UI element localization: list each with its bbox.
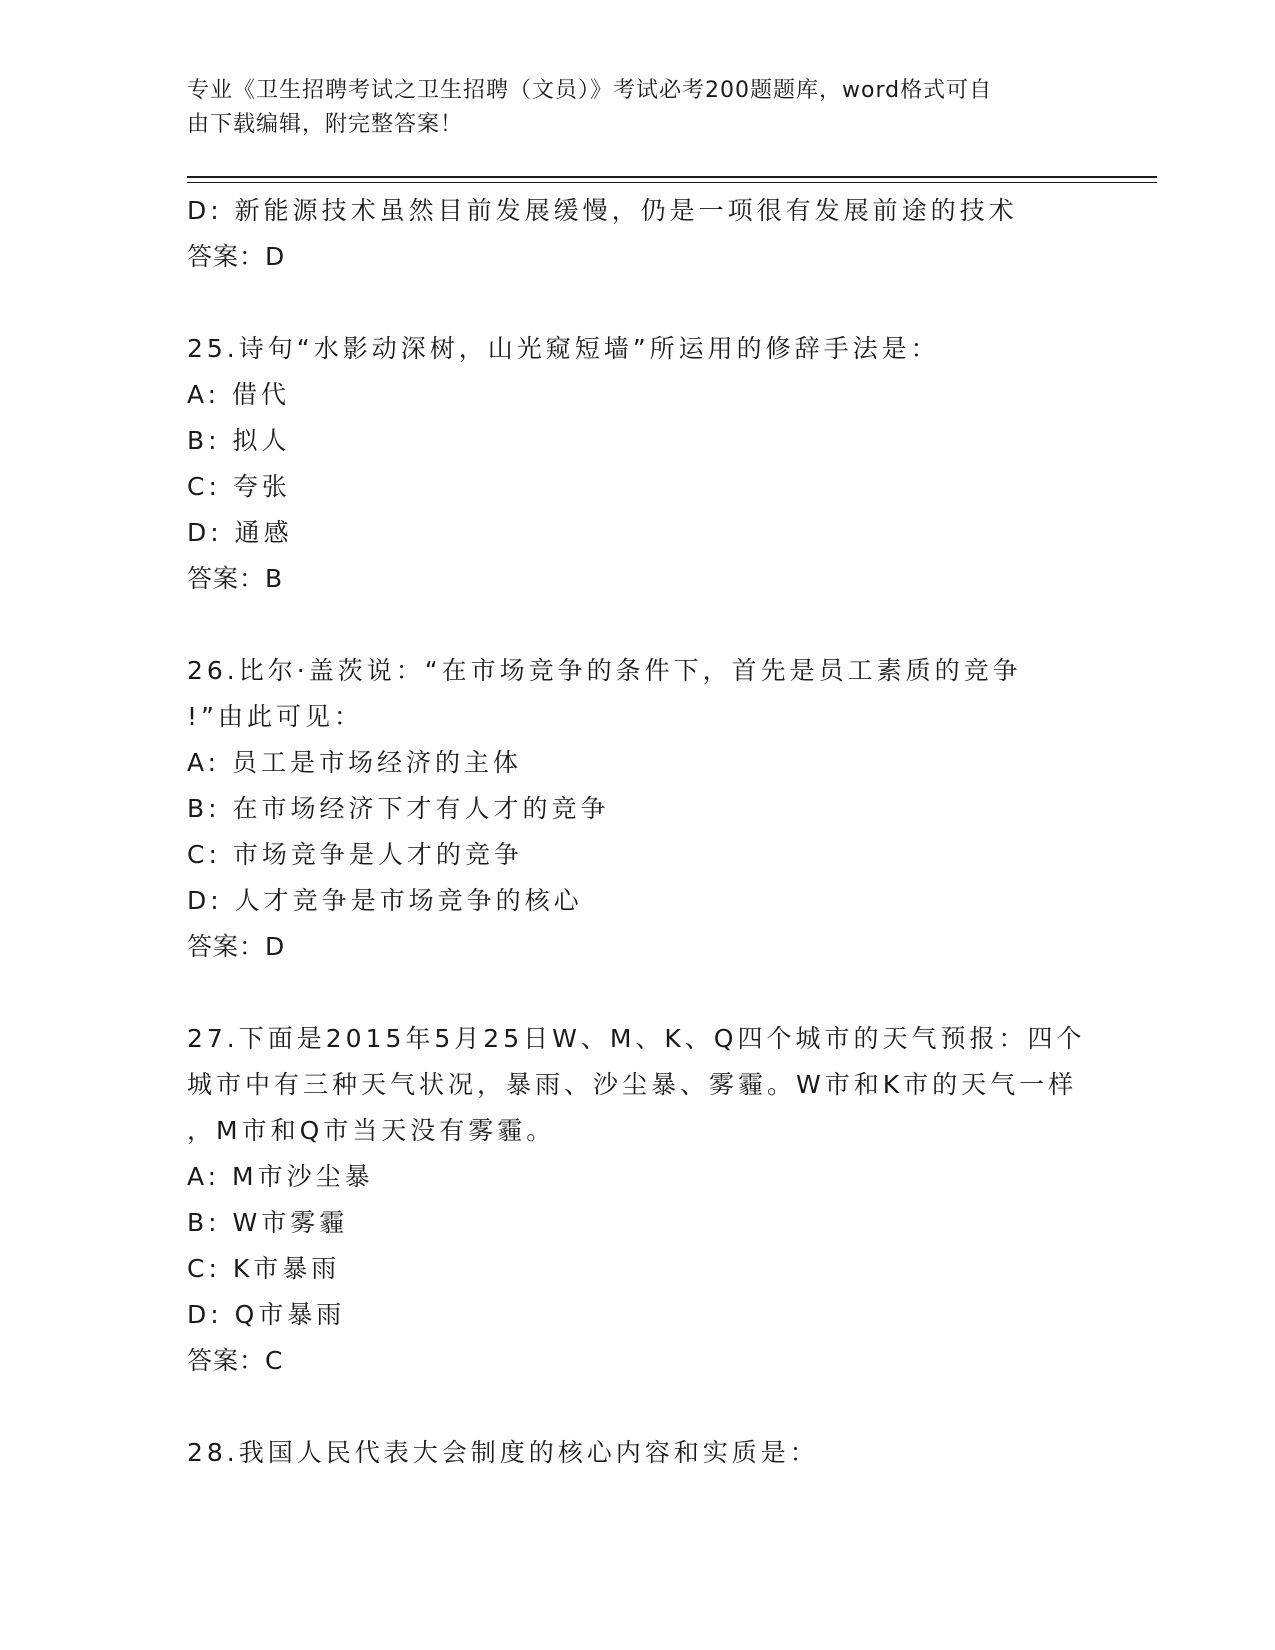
spacer [187,280,1087,326]
option-line: C: K市暴雨 [187,1254,341,1283]
option-line: B: 拟人 [187,426,291,455]
header-line-2: 由下载编辑，附完整答案！ [187,112,464,137]
option-line: A: 借代 [187,380,291,409]
option-line: C: 市场竞争是人才的竞争 [187,840,523,869]
spacer [187,1384,1087,1430]
question-list [187,188,1087,1476]
question-line: 城市中有三种天气状况，暴雨、沙尘暴、雾霾。W市和K市的天气一样 [187,1070,1078,1099]
answer-line: 答案：D [187,242,286,271]
spacer [187,602,1087,648]
question-line: 26.比尔·盖茨说：“在市场竞争的条件下，首先是员工素质的竞争 [187,656,1022,685]
header-divider-thin [187,182,1157,183]
option-line: C: 夸张 [187,472,291,501]
question-line: 25.诗句“水影动深树，山光窥短墙”所运用的修辞手法是： [187,334,940,363]
option-line: D: 通感 [187,518,293,547]
answer-line: 答案：B [187,564,284,593]
option-line: D: Q市暴雨 [187,1300,346,1329]
option-line: A: M市沙尘暴 [187,1162,374,1191]
question-line: ，M市和Q市当天没有雾霾。 [187,1116,556,1145]
option-line: A: 员工是市场经济的主体 [187,748,523,777]
document-header [187,74,1067,142]
question-line: 27.下面是2015年5月25日W、M、K、Q四个城市的天气预报：四个 [187,1024,1086,1053]
option-line: B: 在市场经济下才有人才的竞争 [187,794,610,823]
header-line-1: 专业《卫生招聘考试之卫生招聘（文员）》考试必考200题题库，word格式可自 [187,78,993,103]
answer-line: 答案：D [187,932,286,961]
question-line: 28.我国人民代表大会制度的核心内容和实质是： [187,1438,819,1467]
option-line: D: 新能源技术虽然目前发展缓慢，仍是一项很有发展前途的技术 [187,196,1018,225]
option-line: D: 人才竞争是市场竞争的核心 [187,886,583,915]
header-divider-thick [187,176,1157,178]
question-line: !”由此可见： [187,702,363,731]
answer-line: 答案：C [187,1346,284,1375]
spacer [187,970,1087,1016]
option-line: B: W市雾霾 [187,1208,349,1237]
